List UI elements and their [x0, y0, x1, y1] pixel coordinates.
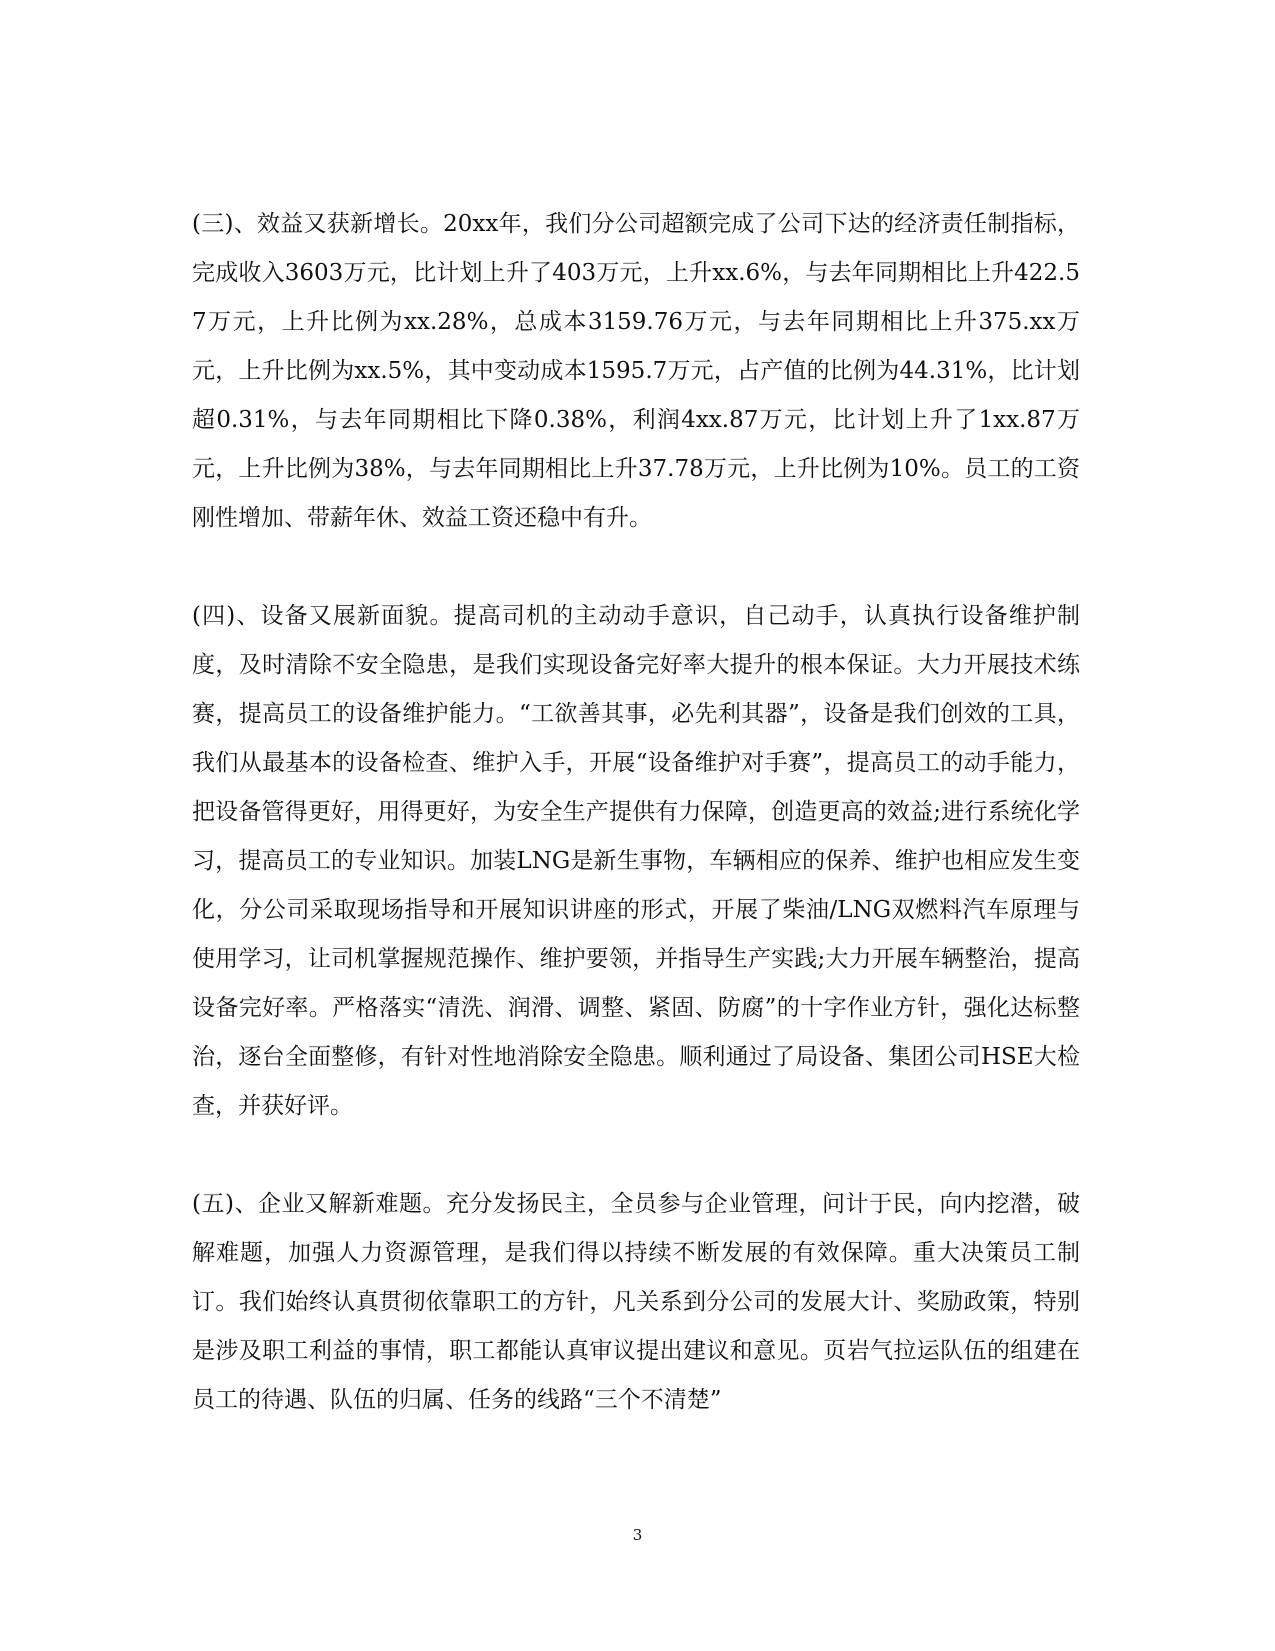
paragraph-section-3: (三)、效益又获新增长。20xx年，我们分公司超额完成了公司下达的经济责任制指标，完成收入3603万元，比计划上升了403万元，上升xx.6%，与去年同期相比上升422.57万元，上升比例为xx.28%，总成本3159.76万元，与去年同期相比上升375.xx万元，上升比例为xx.5%，其中变动成本1595.7万元，占产值的比例为44.31%，比计划超0.31%，与去年同期相比下降0.38%，利润4xx.87万元，比计划上升了1xx.87万元，上升比例为38%，与去年同期相比上升37.78万元，上升比例为10%。员工的工资刚性增加、带薪年休、效益工资还稳中有升。: [192, 211, 1080, 531]
page-body: [192, 200, 1080, 1425]
paragraph-section-5: (五)、企业又解新难题。充分发扬民主，全员参与企业管理，问计于民，向内挖潜，破解难题，加强人力资源管理，是我们得以持续不断发展的有效保障。重大决策员工制订。我们始终认真贯彻依靠职工的方针，凡关系到分公司的发展大计、奖励政策，特别是涉及职工利益的事情，职工都能认真审议提出建议和意见。页岩气拉运队伍的组建在员工的待遇、队伍的归属、任务的线路“三个不清楚”: [192, 1191, 1080, 1413]
page-number: 3: [632, 1526, 643, 1544]
paragraph-section-4: (四)、设备又展新面貌。提高司机的主动动手意识，自己动手，认真执行设备维护制度，及时清除不安全隐患，是我们实现设备完好率大提升的根本保证。大力开展技术练赛，提高员工的设备维护能力。“工欲善其事，必先利其器”，设备是我们创效的工具，我们从最基本的设备检查、维护入手，开展“设备维护对手赛”，提高员工的动手能力，把设备管得更好，用得更好，为安全生产提供有力保障，创造更高的效益;进行系统化学习，提高员工的专业知识。加装LNG是新生事物，车辆相应的保养、维护也相应发生变化，分公司采取现场指导和开展知识讲座的形式，开展了柴油/LNG双燃料汽车原理与使用学习，让司机掌握规范操作、维护要领，并指导生产实践;大力开展车辆整治，提高设备完好率。严格落实“清洗、润滑、调整、紧固、防腐”的十字作业方针，强化达标整治，逐台全面整修，有针对性地消除安全隐患。顺利通过了局设备、集团公司HSE大检查，并获好评。: [192, 603, 1080, 1119]
